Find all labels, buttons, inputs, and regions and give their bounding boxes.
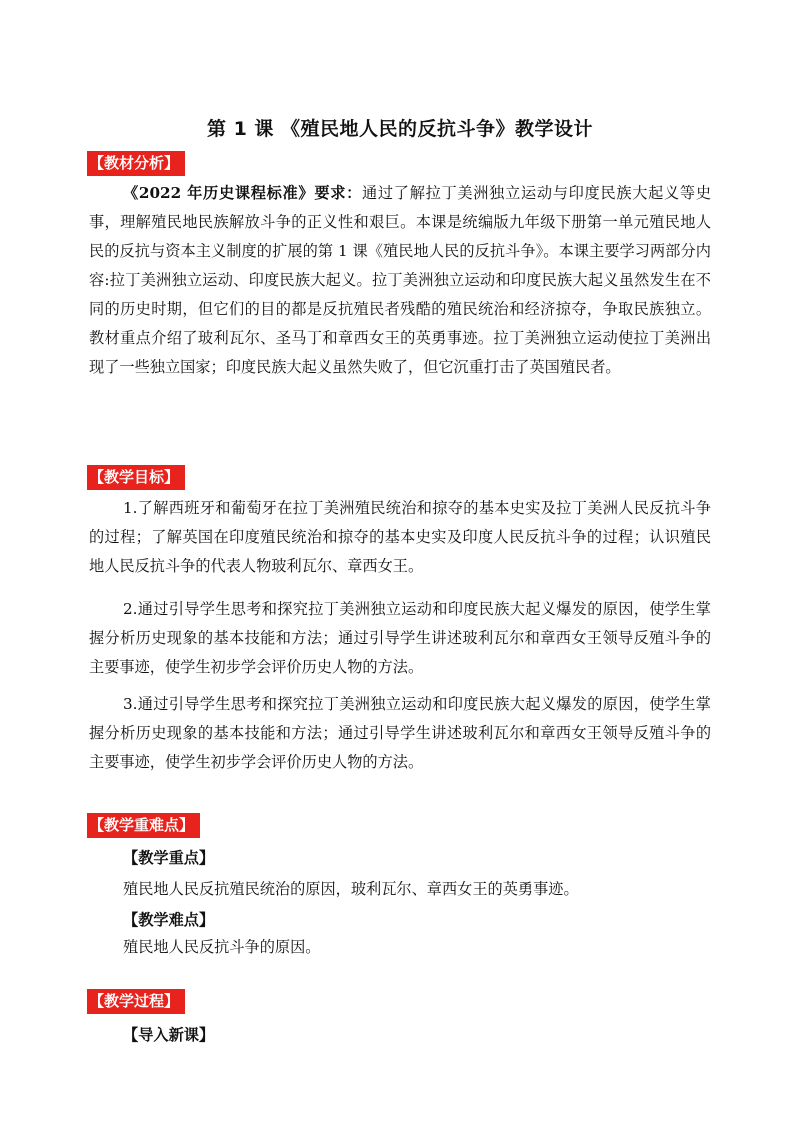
analysis-paragraph xyxy=(89,179,711,382)
page-title: 第 1 课 《殖民地人民的反抗斗争》教学设计 xyxy=(206,118,594,140)
focus-label: 【教学重点】 xyxy=(123,849,215,867)
standard-requirement-label: 《2022 年历史课程标准》要求： xyxy=(123,184,363,202)
goal-item-2: 2.通过引导学生思考和探究拉丁美洲独立运动和印度民族大起义爆发的原因，使学生掌握分析历史现象的基本技能和方法；通过引导学生讲述玻利瓦尔和章西女王领导反殖斗争的主要事迹，使学生初步学会评价历史人物的方法。 xyxy=(89,600,711,676)
goal-item-1: 1.了解西班牙和葡萄牙在拉丁美洲殖民统治和掠夺的基本史实及拉丁美洲人民反抗斗争的过程；了解英国在印度殖民统治和掠夺的基本史实及印度人民反抗斗争的过程；认识殖民地人民反抗斗争的代表人物玻利瓦尔、章西女王。 xyxy=(89,499,711,575)
focus-text: 殖民地人民反抗殖民统治的原因，玻利瓦尔、章西女王的英勇事迹。 xyxy=(123,880,579,898)
section-tag-analysis: 【教材分析】 xyxy=(87,151,185,176)
intro-label: 【导入新课】 xyxy=(123,1026,215,1044)
section-tag-keypoints: 【教学重难点】 xyxy=(87,813,200,838)
goal-item-3: 3.通过引导学生思考和探究拉丁美洲独立运动和印度民族大起义爆发的原因，使学生掌握分析历史现象的基本技能和方法；通过引导学生讲述玻利瓦尔和章西女王领导反殖斗争的主要事迹，使学生初步学会评价历史人物的方法。 xyxy=(89,695,711,771)
difficulty-text: 殖民地人民反抗斗争的原因。 xyxy=(123,938,321,956)
difficulty-label: 【教学难点】 xyxy=(123,911,215,929)
section-tag-process: 【教学过程】 xyxy=(87,989,185,1014)
section-tag-goals: 【教学目标】 xyxy=(87,465,185,490)
analysis-text: 通过了解拉丁美洲独立运动与印度民族大起义等史事，理解殖民地民族解放斗争的正义性和艰巨。本课是统编版九年级下册第一单元殖民地人民的反抗与资本主义制度的扩展的第 1 课《殖民地人民的反抗斗争》。本课主要学习两部分内容:拉丁美洲独立运动、印度民族大起义。拉丁美洲独立运动和印度民族大起义虽然发生在不同的历史时期，但它们的目的都是反抗殖民者残酷的殖民统治和经济掠夺，争取民族独立。教材重点介绍了玻利瓦尔、圣马丁和章西女王的英勇事迹。拉丁美洲独立运动使拉丁美洲出现了一些独立国家；印度民族大起义虽然失败了，但它沉重打击了英国殖民者。 xyxy=(89,184,712,376)
